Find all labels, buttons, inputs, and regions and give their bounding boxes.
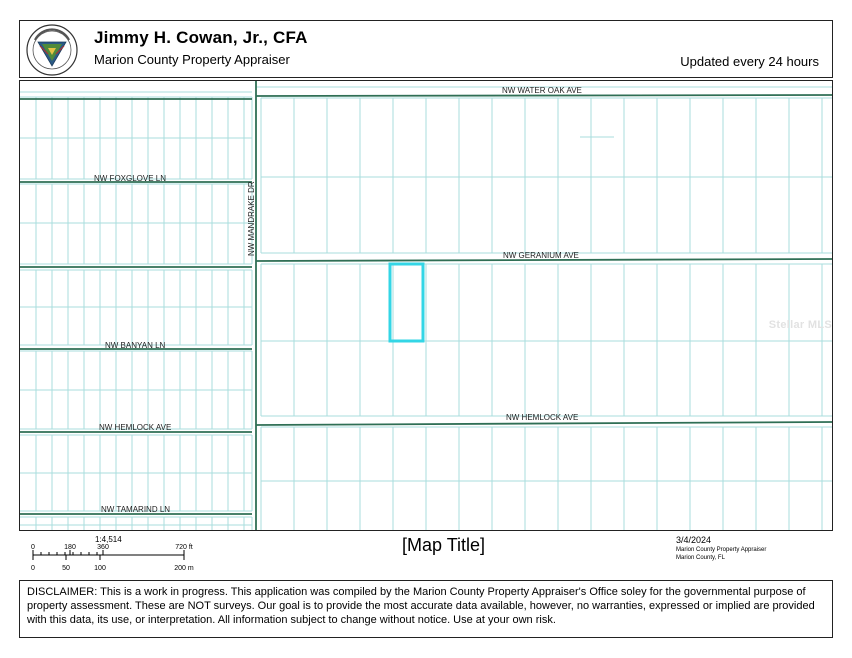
street-label-hemlock-west: NW HEMLOCK AVE: [99, 423, 172, 432]
street-label-banyan: NW BANYAN LN: [105, 341, 166, 350]
street-label-geranium: NW GERANIUM AVE: [503, 251, 579, 260]
hemlock-east-road: [256, 422, 833, 425]
scale-tick-feet: 720 ft: [175, 544, 193, 551]
scale-tick-feet: 180: [64, 544, 76, 551]
map-title: [Map Title]: [402, 535, 486, 555]
print-county: Marion County, FL: [676, 555, 725, 561]
map-footer: [19, 533, 833, 577]
office-name: Marion County Property Appraiser: [94, 52, 290, 67]
street-label-tamarind: NW TAMARIND LN: [101, 505, 171, 514]
street-label-foxglove: NW FOXGLOVE LN: [94, 174, 167, 183]
print-office: Marion County Property Appraiser: [676, 547, 767, 553]
scale-tick-meters: 100: [94, 565, 106, 572]
appraiser-seal-logo: [26, 24, 78, 76]
parcel-lines: [20, 87, 833, 531]
scale-tick-feet: 0: [31, 544, 35, 551]
street-labels: [94, 86, 582, 514]
parcel-map[interactable]: [19, 80, 833, 531]
water-oak-road: [256, 95, 833, 96]
street-label-water-oak: NW WATER OAK AVE: [502, 86, 582, 95]
scale-bar: [19, 533, 219, 577]
watermark: Stellar MLS: [768, 319, 832, 331]
scale-tick-feet: 360: [97, 544, 109, 551]
scale-ratio: 1:4,514: [95, 535, 122, 544]
scale-tick-meters: 200 m: [174, 565, 194, 572]
disclaimer-text: DISCLAIMER: This is a work in progress. This application was compiled by the Marion County Property Appraiser's Office soley for the governmental purpose of property assessment. These are NOT surveys. Our goal is to provide the most accurate data available, however, no warranties, expressed or implied are provided with this data, its use, or interpretation. All information subject to change without notice. Use at your own risk.: [19, 580, 833, 638]
print-date: 3/4/2024: [676, 535, 712, 545]
parcel-map-canvas[interactable]: [20, 81, 833, 531]
street-label-hemlock-east: NW HEMLOCK AVE: [506, 413, 579, 422]
update-frequency-note: Updated every 24 hours: [680, 54, 819, 69]
header-panel: [19, 20, 833, 78]
street-label-mandrake: NW MANDRAKE DR: [247, 181, 256, 256]
appraiser-name: Jimmy H. Cowan, Jr., CFA: [94, 28, 308, 47]
scale-tick-meters: 0: [31, 565, 35, 572]
selected-parcel-outline[interactable]: [390, 264, 423, 341]
scale-tick-meters: 50: [62, 565, 70, 572]
